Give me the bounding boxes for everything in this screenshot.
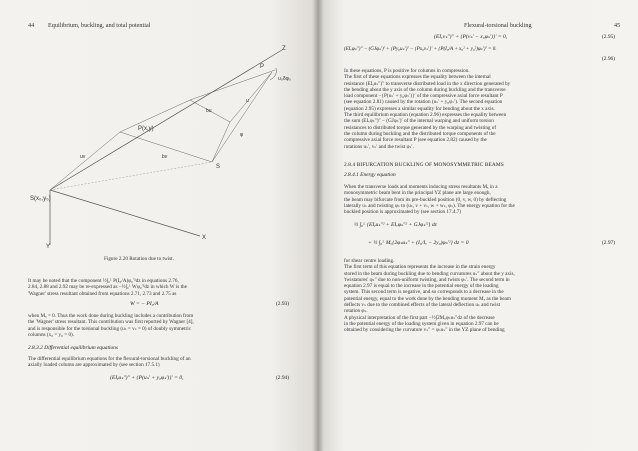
dashed-line <box>50 162 212 190</box>
right-paragraph-1 <box>344 68 626 150</box>
x-axis <box>50 190 200 236</box>
s-label: S <box>216 164 221 170</box>
equation-number: (2.97) <box>602 240 616 246</box>
left-running-head: Equilibrium, buckling, and total potential <box>48 22 151 29</box>
phi-label: φ <box>240 132 244 138</box>
text-line: when Mₓ = 0. Thus the work done during buckling includes a contribution from <box>28 313 194 319</box>
text-line: 'twistatures' φₛ″ due to non-uniform twisting, and twists φₛ′. The second term in <box>344 276 510 283</box>
text-line: obtained by considering the curvature vₛ″ = φₛuₛ″ in the YZ plane of bending <box>344 327 505 334</box>
text-line: It may be noted that the component ½∫₀ᴸ P(I₀/A)φ₀′²dz in equations 2.76, <box>28 278 179 284</box>
text-line: deflects vₛ due to the combined effects of the lateral deflection uₛ and twist <box>344 302 501 309</box>
text-line: laterally uₛ and twisting φₛ to (uₛ, v + vₛ, w + wₛ, φₛ). The energy equation for the <box>344 202 515 209</box>
equation-2-96: (EIᵥφₛ″)″ − (GJφₛ′)′ + {Py₀uₛ′}′ − {Px₀vₛ′}′ + {P(I₀/A + x₀² + y₀²)φₛ′}′ = 0. <box>344 46 497 52</box>
text-line: buckled position is approximated by (see section 17.4.7) <box>344 209 462 216</box>
text-line: When the transverse loads and moments inducing stress resultants Mₓ in a <box>344 184 498 190</box>
right-page-number: 45 <box>614 22 621 29</box>
text-line: The first term of this equation represents the increase in the strain energy <box>344 264 496 271</box>
p-label: P <box>260 64 265 70</box>
section-line <box>50 132 120 190</box>
text-line: 2.84, 2.88 and 2.92 may be re-expressed as −½∫₀ᴸ Wφ₀′²dz in which W is the <box>28 284 187 291</box>
section-line <box>120 100 190 132</box>
text-line: monosymmetric beam bent in the principal YZ plane are large enough, <box>344 190 491 197</box>
equation-2-97-line-2: + ½ ∫₀ᴸ Mₓ{2φₛuₛ″ + (I₀/Iₓ − 2y₀)φₛ′²} dz = 0 <box>368 240 469 246</box>
left-paragraph-3 <box>28 356 296 369</box>
bu-label: bu <box>206 108 212 114</box>
text-line: for shear centre loading. <box>344 258 395 264</box>
equation-number: (2.93) <box>276 301 290 307</box>
equation-number: (2.96) <box>602 56 616 62</box>
section-line <box>212 122 230 162</box>
subsection-heading: 2.8.4.1 Energy equation <box>344 172 396 178</box>
text-line: resistances to distributed torque generated by the warping and twisting of <box>344 124 497 131</box>
text-line: (see equation 2.81) caused by the rotation (uₛ′ + y₀φₛ′). The second equation <box>344 99 503 106</box>
text-line: In these equations, P is positive for columns in compression. <box>344 68 470 74</box>
text-line: stored in the beam during buckling due to bending curvatures uₛ″ about the y axis, <box>344 270 515 277</box>
equation-number: (2.94) <box>276 375 290 381</box>
text-line: (equation 2.95) expresses a similar equality for bending about the x axis. <box>344 105 495 112</box>
text-line: equation 2.97 is equal to the increase in the potential energy of the loading <box>344 283 499 290</box>
text-line: rotation φₛ. <box>344 308 368 315</box>
section-line <box>230 72 272 122</box>
equation-2-95: (EIₓvₛ″)″ + {P(vₛ′ − x₀φₛ′)}′ = 0, <box>434 34 508 40</box>
u-delta-phi-label: u₀δφ₀ <box>278 76 291 82</box>
text-line: system. This second term is negative, and so corresponds to a decrease in the <box>344 289 504 296</box>
text-line: The third equilibrium equation (equation 2.96) expresses the equality between <box>344 112 507 119</box>
equation-number: (2.95) <box>602 34 616 40</box>
left-page-number: 44 <box>28 22 35 29</box>
z-axis <box>50 50 282 190</box>
text-line: the beam may bifurcate from its pre-buckled position (0, v, w, 0) by deflecting <box>344 196 507 203</box>
s-xy-label: S(x₀,y₀) <box>30 196 51 202</box>
text-line: 'Wagner' stress resultant obtained from equations 2.71, 2.73 and 2.75 as <box>28 290 177 297</box>
text-line: and is responsible for the torsional buckling (uₛ = vₛ = 0) of doubly symmetric <box>28 325 192 332</box>
uv-label: uv <box>80 154 86 160</box>
right-paragraph-3 <box>344 258 626 334</box>
text-line: The first of these equations expresses the equality between the internal <box>344 74 491 81</box>
text-line: in the potential energy of the loading system given in equation 2.97 can be <box>344 320 499 327</box>
text-line: potential energy, equal to the work done by the bending moment Mₓ as the beam <box>344 295 511 302</box>
p-xy-label: P(x,y) <box>138 126 154 132</box>
text-line: A physical interpretation of the first part −½∫2Mₓφₛuₛ″dz of the decrease <box>344 314 495 321</box>
left-paragraph-1 <box>28 278 296 297</box>
equation-2-94: (EIᵧuₛ″)″ + {P(uₛ′ + y₀φₛ′)}′ = 0, <box>110 375 184 381</box>
right-paragraph-2 <box>344 184 626 215</box>
u-label: u <box>246 98 249 104</box>
figure-caption: Figure 2.20 Rotation due to twist. <box>104 256 174 262</box>
text-line: compressive axial force resultant P (see equation 2.82) caused by the <box>344 137 487 144</box>
text-line: load component −{P(uₛ′ + y₀φₛ′)}′ of the compressive axial force resultant P <box>344 93 503 100</box>
section-line <box>190 70 275 100</box>
text-line: the sum (EIᵥφₛ″)″ − (GJφₛ′)′ of the internal warping and uniform torsion <box>344 118 494 125</box>
text-line: resistance (EIᵧuₛ″)″ to transverse distributed load in the x direction generated by <box>344 80 511 87</box>
left-page <box>0 0 318 451</box>
rotation-figure <box>20 40 310 248</box>
subsection-heading: 2.8.3.2 Differential equilibrium equations <box>28 345 118 351</box>
text-line: axially loaded column are approximated by (see section 17.5.1) <box>28 362 160 369</box>
left-paragraph-2 <box>28 313 296 338</box>
text-line: columns (x₀ = y₀ = 0). <box>28 331 75 338</box>
x-label: X <box>202 235 207 241</box>
text-line: the bending about the y axis of the column during buckling and the transverse <box>344 86 506 93</box>
y-label: Y <box>46 244 51 248</box>
text-line: The differential equilibrium equations for the flexural-torsional buckling of an <box>28 356 191 362</box>
equation-2-97-line-1: ½ ∫₀ᴸ {EIᵧuₛ″² + EIᵥφₛ″² + GJφₛ′²} dz <box>354 222 437 228</box>
right-page <box>318 0 638 451</box>
bv-label: bv <box>162 154 168 160</box>
text-line: rotations uₛ′, vₛ′ and the twist φₛ′. <box>344 143 414 150</box>
z-label: Z <box>282 46 286 52</box>
text-line: the 'Wagner' stress resultant. This contribution was first reported by Wagner [4], <box>28 319 194 326</box>
section-heading: 2.8.4 BIFURCATION BUCKLING OF MONOSYMMETRIC BEAMS <box>344 162 504 168</box>
right-running-head: Flexural-torsional buckling <box>464 22 532 29</box>
equation-2-93: W = − PI₀/A <box>130 301 159 307</box>
text-line: the column during buckling and the distributed torque components of the <box>344 130 496 137</box>
book-gutter <box>312 0 324 451</box>
